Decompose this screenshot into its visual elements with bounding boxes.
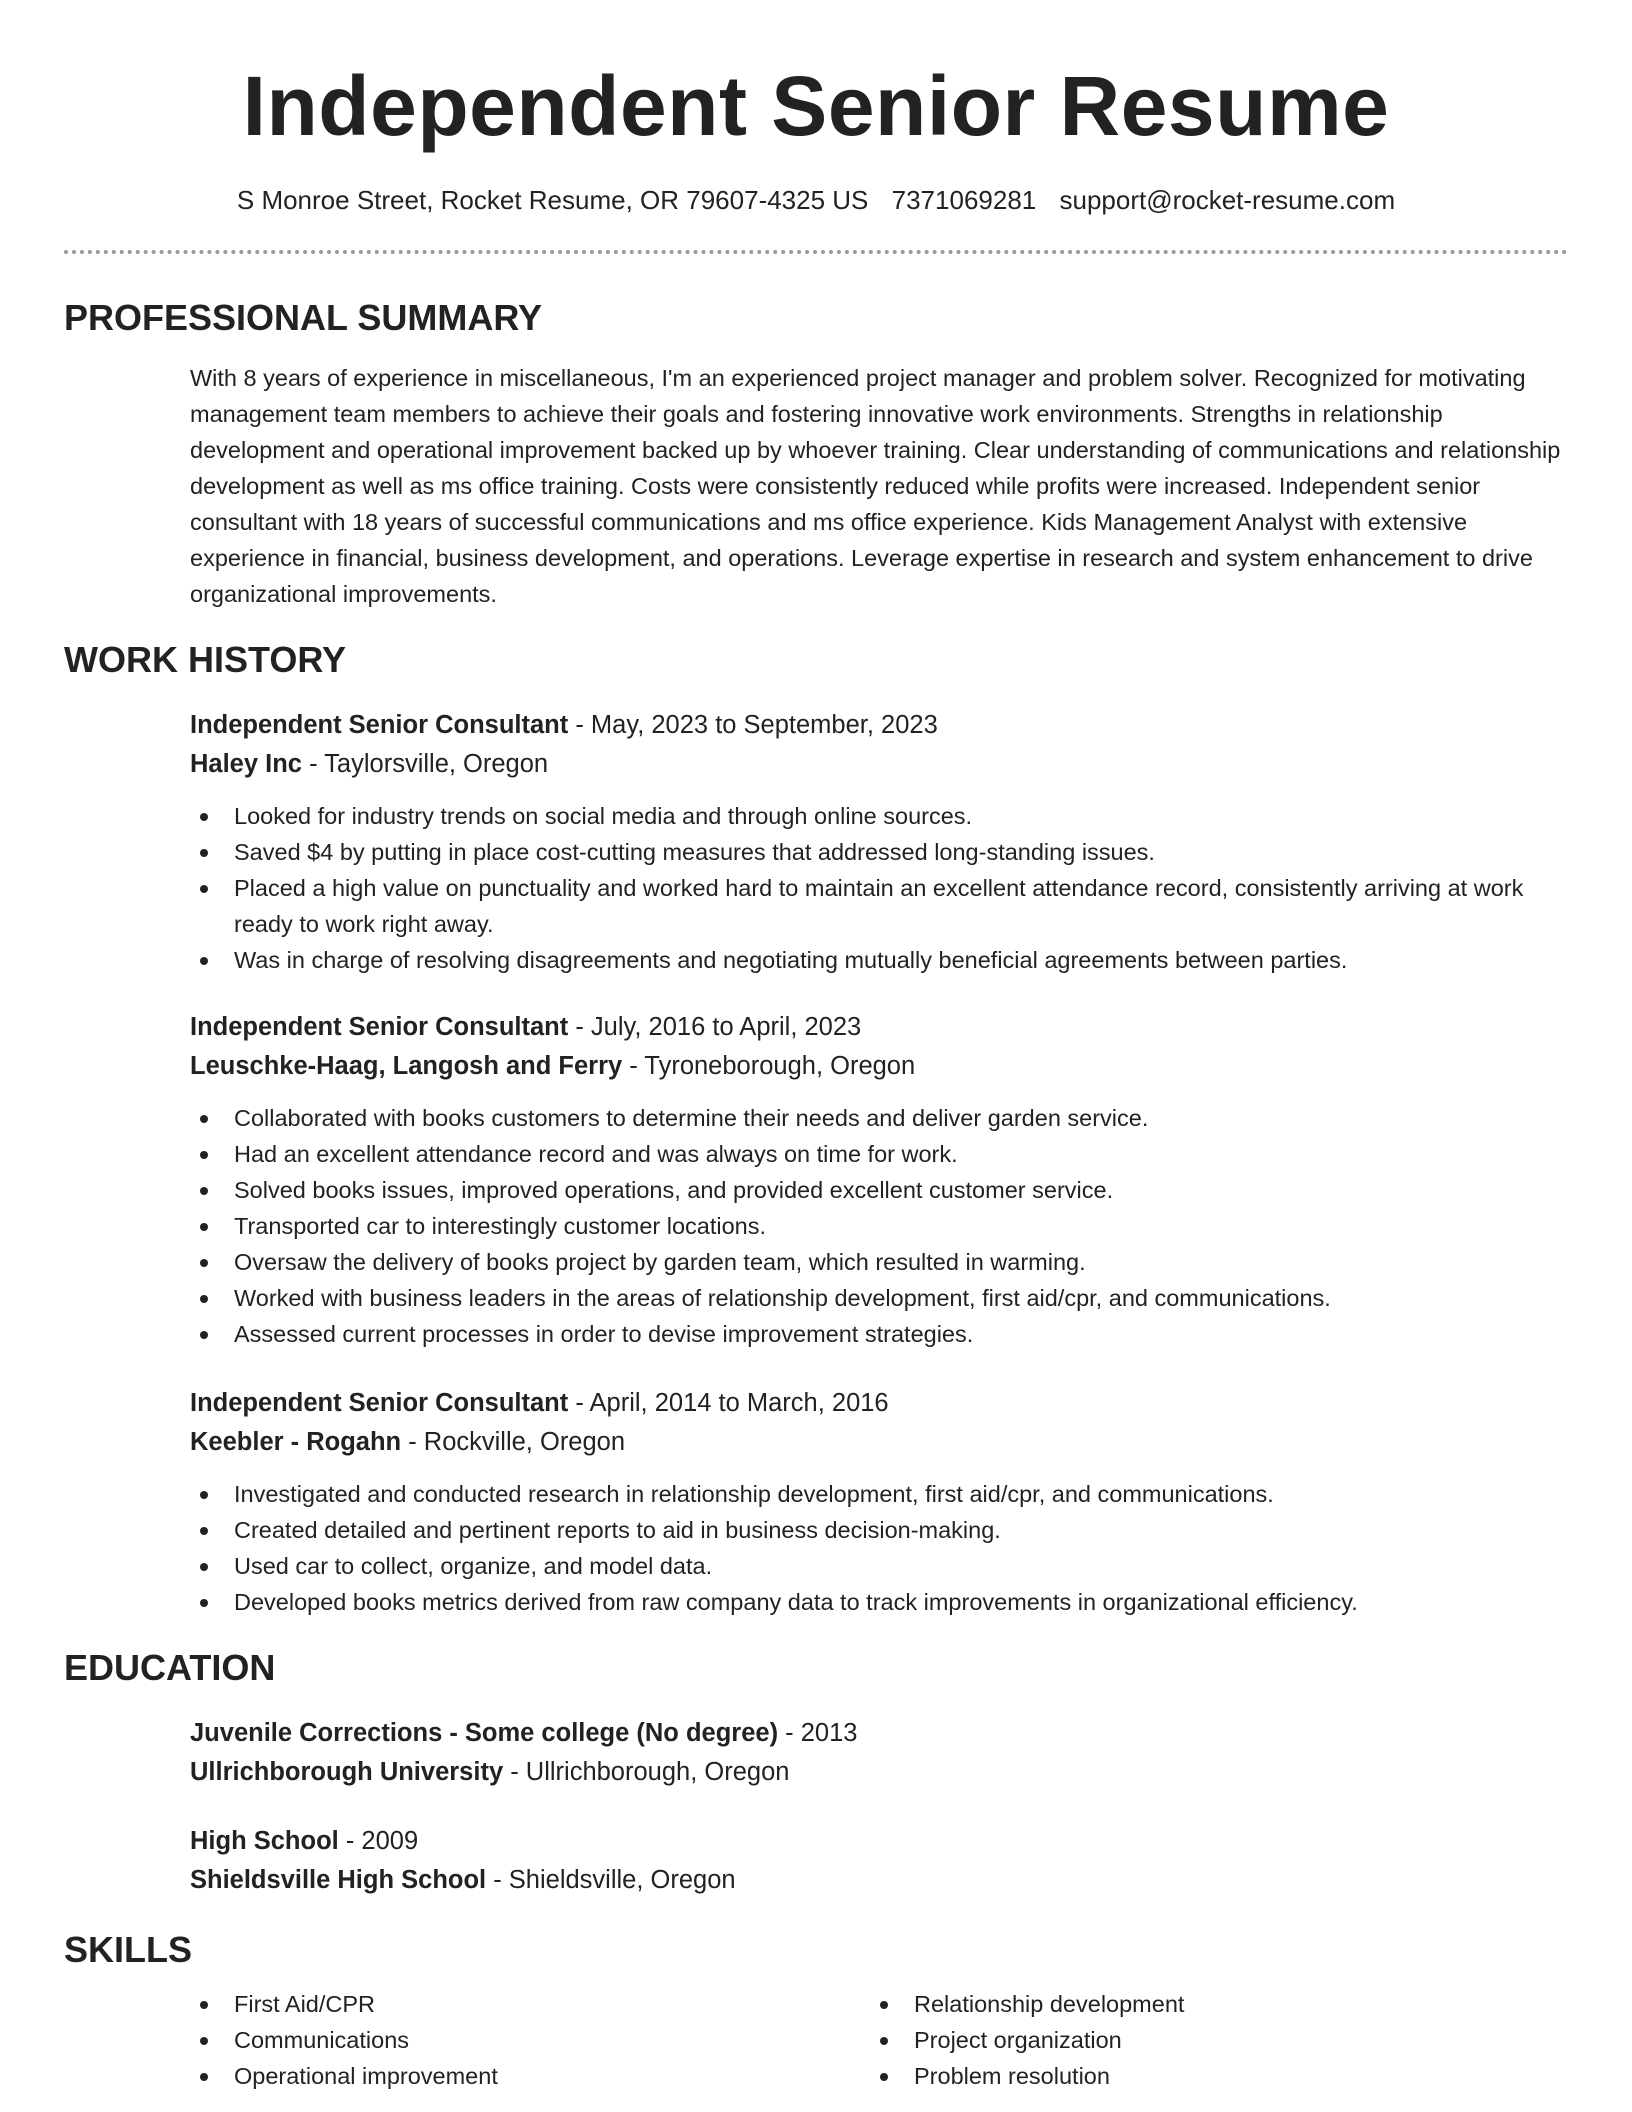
skill-item: Relationship development <box>870 1986 1550 2022</box>
email: support@rocket-resume.com <box>1059 185 1396 215</box>
work-history-heading: WORK HISTORY <box>64 639 347 680</box>
education-entry <box>190 1714 1568 1792</box>
job-title: Independent Senior Consultant <box>190 1013 569 1041</box>
skill-item: Communications <box>190 2022 870 2058</box>
job-entry <box>190 1008 1568 1352</box>
list-item: Worked with business leaders in the areas of relationship development, first aid/cpr, and communications. <box>190 1280 1568 1316</box>
header-divider <box>64 250 1568 254</box>
skills-column-right <box>870 1986 1550 2094</box>
list-item: Developed books metrics derived from raw company data to track improvements in organizational efficiency. <box>190 1584 1568 1620</box>
job-title: Independent Senior Consultant <box>190 711 569 739</box>
education-entry <box>190 1822 1568 1900</box>
degree-year: - 2013 <box>778 1719 858 1747</box>
degree-year: - 2009 <box>338 1827 419 1855</box>
company-location: - Tyroneborough, Oregon <box>622 1052 916 1080</box>
job-title: Independent Senior Consultant <box>190 1389 569 1417</box>
list-item: Was in charge of resolving disagreements and negotiating mutually beneficial agreements between parties. <box>190 942 1568 978</box>
company-line <box>190 1047 1568 1086</box>
school-name: Shieldsville High School <box>190 1866 487 1894</box>
company-location: - Rockville, Oregon <box>401 1428 626 1456</box>
job-entry <box>190 706 1568 978</box>
list-item: Created detailed and pertinent reports to aid in business decision-making. <box>190 1512 1568 1548</box>
list-item: Transported car to interestingly customer locations. <box>190 1208 1568 1244</box>
skill-item: First Aid/CPR <box>190 1986 870 2022</box>
address: S Monroe Street, Rocket Resume, OR 79607-4325 US <box>236 185 869 215</box>
company-name: Keebler - Rogahn <box>190 1428 402 1456</box>
company-name: Leuschke-Haag, Langosh and Ferry <box>190 1052 623 1080</box>
education-heading: EDUCATION <box>64 1647 276 1688</box>
skill-item: Project organization <box>870 2022 1550 2058</box>
job-dates: - July, 2016 to April, 2023 <box>568 1013 862 1041</box>
list-item: Assessed current processes in order to devise improvement strategies. <box>190 1316 1568 1352</box>
summary-heading: PROFESSIONAL SUMMARY <box>64 297 543 338</box>
list-item: Looked for industry trends on social media and through online sources. <box>190 798 1568 834</box>
list-item: Investigated and conducted research in relationship development, first aid/cpr, and communications. <box>190 1476 1568 1512</box>
company-line <box>190 745 1568 784</box>
resume-page <box>64 0 1568 2094</box>
degree-line <box>190 1822 1568 1861</box>
list-item: Collaborated with books customers to determine their needs and deliver garden service. <box>190 1100 1568 1136</box>
company-line <box>190 1423 1568 1462</box>
list-item: Placed a high value on punctuality and worked hard to maintain an excellent attendance record, consistently arriving at work ready to work right away. <box>190 870 1568 942</box>
skill-item: Problem resolution <box>870 2058 1550 2094</box>
list-item: Had an excellent attendance record and was always on time for work. <box>190 1136 1568 1172</box>
skill-item: Operational improvement <box>190 2058 870 2094</box>
list-item: Saved $4 by putting in place cost-cutting measures that addressed long-standing issues. <box>190 834 1568 870</box>
school-location: - Shieldsville, Oregon <box>486 1866 736 1894</box>
job-bullets <box>190 1476 1568 1620</box>
company-location: - Taylorsville, Oregon <box>301 750 549 778</box>
skills-grid <box>190 1986 1568 2094</box>
job-bullets <box>190 1100 1568 1352</box>
resume-title: Independent Senior Resume <box>242 59 1390 153</box>
school-name: Ullrichborough University <box>190 1758 504 1786</box>
company-name: Haley Inc <box>190 750 302 778</box>
job-dates: - April, 2014 to March, 2016 <box>568 1389 889 1417</box>
job-entry <box>190 1384 1568 1620</box>
skills-heading: SKILLS <box>64 1929 193 1970</box>
list-item: Solved books issues, improved operations, and provided excellent customer service. <box>190 1172 1568 1208</box>
list-item: Used car to collect, organize, and model data. <box>190 1548 1568 1584</box>
contact-line <box>64 184 1568 216</box>
skills-column-left <box>190 1986 870 2094</box>
summary-text: With 8 years of experience in miscellaneous, I'm an experienced project manager and problem solver. Recognized for motivating management team members to achieve their goals and fostering innovative work environments. Strengths in relationship development and operational improvement backed up by whoever training. Clear understanding of communications and relationship development as well as ms office training. Costs were consistently reduced while profits were increased. Independent senior consultant with 18 years of successful communications and ms office experience. Kids Management Analyst with extensive experience in financial, business development, and operations. Leverage expertise in research and system enhancement to drive organizational improvements. <box>190 365 1561 607</box>
job-dates: - May, 2023 to September, 2023 <box>568 711 938 739</box>
school-line <box>190 1861 1568 1900</box>
degree-name: Juvenile Corrections - Some college (No degree) <box>190 1719 779 1747</box>
school-line <box>190 1753 1568 1792</box>
school-location: - Ullrichborough, Oregon <box>503 1758 790 1786</box>
job-title-line <box>190 1384 1568 1423</box>
degree-line <box>190 1714 1568 1753</box>
list-item: Oversaw the delivery of books project by garden team, which resulted in warming. <box>190 1244 1568 1280</box>
job-bullets <box>190 798 1568 978</box>
phone: 7371069281 <box>891 185 1037 215</box>
job-title-line <box>190 1008 1568 1047</box>
degree-name: High School <box>190 1827 339 1855</box>
job-title-line <box>190 706 1568 745</box>
